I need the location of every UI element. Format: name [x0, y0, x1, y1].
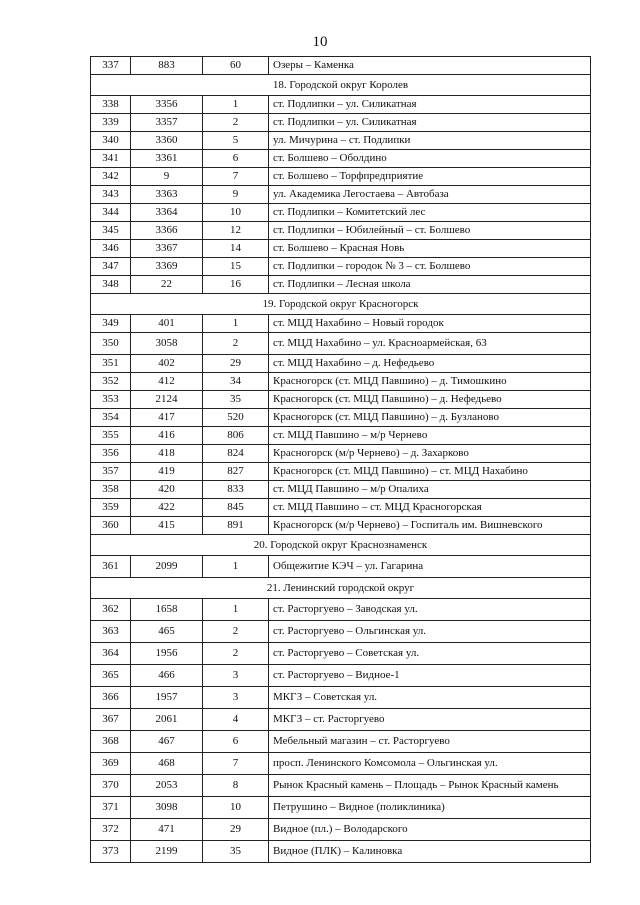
- row-number: 342: [91, 168, 131, 186]
- table-row: [91, 753, 591, 775]
- route-number: 7: [203, 168, 269, 186]
- route-name: Рынок Красный камень – Площадь – Рынок Красный камень: [269, 775, 591, 797]
- route-number: 29: [203, 355, 269, 373]
- route-number: 10: [203, 797, 269, 819]
- route-register-number: 2053: [131, 775, 203, 797]
- route-number: 9: [203, 186, 269, 204]
- route-register-number: 418: [131, 445, 203, 463]
- route-name: ст. Расторгуево – Советская ул.: [269, 643, 591, 665]
- route-register-number: 3363: [131, 186, 203, 204]
- route-name: ст. Расторгуево – Ольгинская ул.: [269, 621, 591, 643]
- route-register-number: 3357: [131, 114, 203, 132]
- route-number: 845: [203, 499, 269, 517]
- route-name: ст. Болшево – Оболдино: [269, 150, 591, 168]
- row-number: 371: [91, 797, 131, 819]
- section-header-row: [91, 535, 591, 556]
- route-register-number: 415: [131, 517, 203, 535]
- row-number: 345: [91, 222, 131, 240]
- route-name: Красногорск (м/р Чернево) – Госпиталь им. Вишневского: [269, 517, 591, 535]
- route-name: Красногорск (ст. МЦД Павшино) – д. Нефедьево: [269, 391, 591, 409]
- route-register-number: 417: [131, 409, 203, 427]
- row-number: 355: [91, 427, 131, 445]
- route-name: просп. Ленинского Комсомола – Ольгинская ул.: [269, 753, 591, 775]
- route-number: 2: [203, 621, 269, 643]
- route-name: ст. Подлипки – Юбилейный – ст. Болшево: [269, 222, 591, 240]
- table-row: [91, 481, 591, 499]
- route-register-number: 2199: [131, 841, 203, 863]
- row-number: 365: [91, 665, 131, 687]
- route-number: 827: [203, 463, 269, 481]
- table-row: [91, 775, 591, 797]
- route-number: 34: [203, 373, 269, 391]
- page-number: 10: [312, 34, 328, 50]
- route-number: 3: [203, 665, 269, 687]
- table-row: [91, 258, 591, 276]
- route-name: ст. МЦД Павшино – м/р Опалиха: [269, 481, 591, 499]
- route-register-number: 466: [131, 665, 203, 687]
- route-register-number: 402: [131, 355, 203, 373]
- route-register-number: 3356: [131, 96, 203, 114]
- route-number: 5: [203, 132, 269, 150]
- row-number: 344: [91, 204, 131, 222]
- route-number: 3: [203, 687, 269, 709]
- table-row: [91, 556, 591, 578]
- row-number: 343: [91, 186, 131, 204]
- route-name: ст. МЦД Нахабино – д. Нефедьево: [269, 355, 591, 373]
- route-name: МКГЗ – ст. Расторгуево: [269, 709, 591, 731]
- route-number: 520: [203, 409, 269, 427]
- routes-table-body: [91, 57, 591, 863]
- section-header-row: [91, 75, 591, 96]
- route-name: ст. Подлипки – Лесная школа: [269, 276, 591, 294]
- row-number: 370: [91, 775, 131, 797]
- row-number: 360: [91, 517, 131, 535]
- route-register-number: 3367: [131, 240, 203, 258]
- section-header-row: [91, 578, 591, 599]
- route-number: 6: [203, 150, 269, 168]
- route-register-number: 401: [131, 315, 203, 333]
- table-row: [91, 797, 591, 819]
- route-register-number: 2061: [131, 709, 203, 731]
- row-number: 351: [91, 355, 131, 373]
- route-name: ст. Подлипки – городок № 3 – ст. Болшево: [269, 258, 591, 276]
- route-name: ул. Мичурина – ст. Подлипки: [269, 132, 591, 150]
- route-number: 35: [203, 391, 269, 409]
- route-register-number: 3366: [131, 222, 203, 240]
- route-name: ст. МЦД Павшино – ст. МЦД Красногорская: [269, 499, 591, 517]
- table-row: [91, 409, 591, 427]
- route-name: МКГЗ – Советская ул.: [269, 687, 591, 709]
- row-number: 352: [91, 373, 131, 391]
- route-register-number: 883: [131, 57, 203, 75]
- route-name: Видное (ПЛК) – Калиновка: [269, 841, 591, 863]
- row-number: 353: [91, 391, 131, 409]
- table-row: [91, 150, 591, 168]
- row-number: 338: [91, 96, 131, 114]
- row-number: 347: [91, 258, 131, 276]
- row-number: 366: [91, 687, 131, 709]
- table-row: [91, 276, 591, 294]
- route-number: 891: [203, 517, 269, 535]
- route-register-number: 468: [131, 753, 203, 775]
- table-row: [91, 96, 591, 114]
- route-name: Красногорск (ст. МЦД Павшино) – ст. МЦД Нахабино: [269, 463, 591, 481]
- table-row: [91, 731, 591, 753]
- row-number: 359: [91, 499, 131, 517]
- route-number: 15: [203, 258, 269, 276]
- table-row: [91, 132, 591, 150]
- row-number: 357: [91, 463, 131, 481]
- route-number: 2: [203, 114, 269, 132]
- table-row: [91, 204, 591, 222]
- route-register-number: 3058: [131, 333, 203, 355]
- route-name: ст. Расторгуево – Заводская ул.: [269, 599, 591, 621]
- table-row: [91, 373, 591, 391]
- row-number: 372: [91, 819, 131, 841]
- route-register-number: 412: [131, 373, 203, 391]
- route-name: Видное (пл.) – Володарского: [269, 819, 591, 841]
- route-name: ст. МЦД Павшино – м/р Черневo: [269, 427, 591, 445]
- table-row: [91, 687, 591, 709]
- table-row: [91, 222, 591, 240]
- row-number: 349: [91, 315, 131, 333]
- table-row: [91, 463, 591, 481]
- route-name: Мебельный магазин – ст. Расторгуево: [269, 731, 591, 753]
- route-name: Красногорск (ст. МЦД Павшино) – д. Тимошкино: [269, 373, 591, 391]
- table-row: [91, 333, 591, 355]
- section-title: 18. Городской округ Королев: [91, 75, 591, 96]
- route-number: 1: [203, 599, 269, 621]
- route-name: ст. Подлипки – Комитетский лес: [269, 204, 591, 222]
- routes-table: [90, 56, 591, 863]
- route-name: ст. Подлипки – ул. Силикатная: [269, 114, 591, 132]
- route-name: ст. Болшево – Красная Новь: [269, 240, 591, 258]
- table-row: [91, 665, 591, 687]
- route-name: ст. МЦД Нахабино – ул. Красноармейская, 63: [269, 333, 591, 355]
- route-number: 8: [203, 775, 269, 797]
- row-number: 350: [91, 333, 131, 355]
- table-row: [91, 57, 591, 75]
- route-register-number: 1956: [131, 643, 203, 665]
- table-row: [91, 499, 591, 517]
- route-number: 2: [203, 643, 269, 665]
- route-register-number: 1658: [131, 599, 203, 621]
- row-number: 369: [91, 753, 131, 775]
- table-row: [91, 621, 591, 643]
- table-row: [91, 709, 591, 731]
- table-row: [91, 643, 591, 665]
- route-number: 35: [203, 841, 269, 863]
- route-name: Озеры – Каменка: [269, 57, 591, 75]
- section-title: 19. Городской округ Красногорск: [91, 294, 591, 315]
- route-number: 16: [203, 276, 269, 294]
- route-name: ст. Болшево – Торфпредприятие: [269, 168, 591, 186]
- row-number: 348: [91, 276, 131, 294]
- row-number: 373: [91, 841, 131, 863]
- route-number: 806: [203, 427, 269, 445]
- row-number: 368: [91, 731, 131, 753]
- route-name: ст. Расторгуево – Видное-1: [269, 665, 591, 687]
- section-title: 20. Городской округ Краснознаменск: [91, 535, 591, 556]
- table-row: [91, 819, 591, 841]
- row-number: 358: [91, 481, 131, 499]
- route-number: 833: [203, 481, 269, 499]
- table-row: [91, 841, 591, 863]
- route-register-number: 1957: [131, 687, 203, 709]
- section-header-row: [91, 294, 591, 315]
- route-register-number: 467: [131, 731, 203, 753]
- table-row: [91, 599, 591, 621]
- route-name: Красногорск (ст. МЦД Павшино) – д. Бузланово: [269, 409, 591, 427]
- route-number: 29: [203, 819, 269, 841]
- route-number: 14: [203, 240, 269, 258]
- row-number: 361: [91, 556, 131, 578]
- route-number: 1: [203, 556, 269, 578]
- route-register-number: 422: [131, 499, 203, 517]
- row-number: 367: [91, 709, 131, 731]
- table-row: [91, 315, 591, 333]
- route-register-number: 3364: [131, 204, 203, 222]
- route-number: 1: [203, 315, 269, 333]
- route-name: Красногорск (м/р Чернево) – д. Захарково: [269, 445, 591, 463]
- route-number: 2: [203, 333, 269, 355]
- table-row: [91, 240, 591, 258]
- route-number: 824: [203, 445, 269, 463]
- route-register-number: 465: [131, 621, 203, 643]
- route-name: ул. Академика Легостаева – Автобаза: [269, 186, 591, 204]
- route-register-number: 3369: [131, 258, 203, 276]
- row-number: 346: [91, 240, 131, 258]
- section-title: 21. Ленинский городской округ: [91, 578, 591, 599]
- table-row: [91, 355, 591, 373]
- route-register-number: 419: [131, 463, 203, 481]
- route-register-number: 2099: [131, 556, 203, 578]
- route-register-number: 471: [131, 819, 203, 841]
- route-number: 12: [203, 222, 269, 240]
- route-register-number: 3360: [131, 132, 203, 150]
- route-number: 60: [203, 57, 269, 75]
- route-register-number: 3361: [131, 150, 203, 168]
- table-row: [91, 168, 591, 186]
- route-number: 7: [203, 753, 269, 775]
- route-register-number: 420: [131, 481, 203, 499]
- route-number: 1: [203, 96, 269, 114]
- route-name: Общежитие КЭЧ – ул. Гагарина: [269, 556, 591, 578]
- route-number: 6: [203, 731, 269, 753]
- row-number: 337: [91, 57, 131, 75]
- row-number: 363: [91, 621, 131, 643]
- row-number: 356: [91, 445, 131, 463]
- row-number: 362: [91, 599, 131, 621]
- route-name: Петрушино – Видное (поликлиника): [269, 797, 591, 819]
- row-number: 364: [91, 643, 131, 665]
- route-register-number: 3098: [131, 797, 203, 819]
- route-register-number: 22: [131, 276, 203, 294]
- route-register-number: 9: [131, 168, 203, 186]
- row-number: 340: [91, 132, 131, 150]
- route-number: 10: [203, 204, 269, 222]
- route-number: 4: [203, 709, 269, 731]
- table-row: [91, 391, 591, 409]
- row-number: 341: [91, 150, 131, 168]
- route-register-number: 416: [131, 427, 203, 445]
- table-row: [91, 445, 591, 463]
- row-number: 354: [91, 409, 131, 427]
- table-row: [91, 427, 591, 445]
- row-number: 339: [91, 114, 131, 132]
- table-row: [91, 114, 591, 132]
- table-row: [91, 186, 591, 204]
- table-row: [91, 517, 591, 535]
- route-register-number: 2124: [131, 391, 203, 409]
- route-name: ст. Подлипки – ул. Силикатная: [269, 96, 591, 114]
- route-name: ст. МЦД Нахабино – Новый городок: [269, 315, 591, 333]
